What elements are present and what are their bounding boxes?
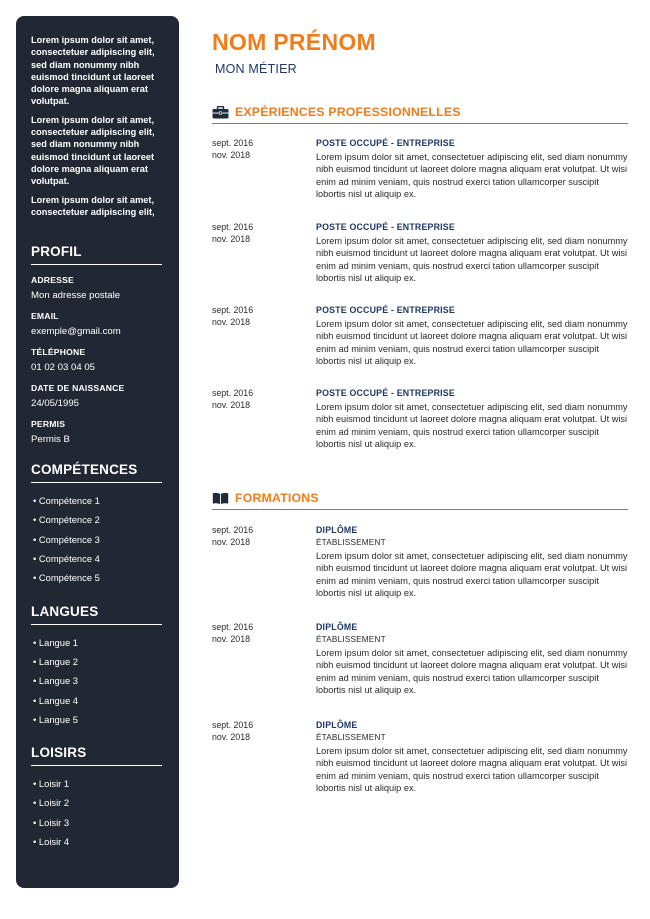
field-value: 24/05/1995 — [31, 398, 80, 410]
langues-title: LANGUES — [31, 604, 162, 625]
date-end: nov. 2018 — [212, 150, 250, 160]
candidate-name: NOM PRÉNOM — [212, 29, 376, 55]
field-value: 01 02 03 04 05 — [31, 362, 96, 374]
date-end: nov. 2018 — [212, 400, 250, 410]
intro-text — [31, 34, 164, 218]
entry-dates — [212, 621, 302, 645]
briefcase-icon — [212, 106, 229, 119]
entry-title: DIPLÔME — [316, 525, 358, 535]
date-end: nov. 2018 — [212, 634, 250, 644]
entry-content — [316, 387, 628, 451]
date-start: sept. 2016 — [212, 138, 254, 148]
formations-title: FORMATIONS — [235, 491, 319, 505]
job-title: MON MÉTIER — [215, 62, 297, 76]
entry-content — [316, 524, 628, 600]
field-adresse — [31, 275, 164, 301]
date-start: sept. 2016 — [212, 525, 254, 535]
date-start: sept. 2016 — [212, 222, 254, 232]
entry-dates — [212, 524, 302, 548]
entry-title: DIPLÔME — [316, 720, 358, 730]
entry-content — [316, 221, 628, 285]
list-item: • Langue 4 — [31, 695, 164, 714]
intro-paragraph: Lorem ipsum dolor sit amet, consectetuer adipiscing elit, sed diam nonummy nibh euismod tincidunt ut laoreet dolore magna aliquam erat volutpat. — [31, 114, 155, 187]
book-icon — [212, 492, 229, 505]
entry-dates — [212, 137, 302, 161]
entry-description: Lorem ipsum dolor sit amet, consectetuer adipiscing elit, sed diam nonummy nibh euismod tincidunt ut laoreet dolore magna aliquam erat volutpat. Ut wisi enim ad minim veniam, quis nostrud exerci tation ullamcorper suscipit lobortis nisl ut aliquip ex. — [316, 551, 628, 599]
list-item: • Loisir 4 — [31, 836, 164, 855]
field-label: ADRESSE — [31, 275, 74, 286]
entry-title: DIPLÔME — [316, 622, 358, 632]
list-item: • Compétence 1 — [31, 495, 164, 514]
list-item: • Langue 1 — [31, 637, 164, 656]
entry-content — [316, 719, 628, 795]
entry-content — [316, 304, 628, 368]
profil-section — [31, 244, 164, 445]
list-item: • Compétence 4 — [31, 553, 164, 572]
entry-content — [316, 137, 628, 201]
competences-title: COMPÉTENCES — [31, 462, 162, 483]
list-item: • Langue 3 — [31, 675, 164, 694]
entry-description: Lorem ipsum dolor sit amet, consectetuer adipiscing elit, sed diam nonummy nibh euismod tincidunt ut laoreet dolore magna aliquam erat volutpat. Ut wisi enim ad minim veniam, quis nostrud exerci tation ullamcorper suscipit lobortis nisl ut aliquip ex. — [316, 648, 628, 696]
field-label: EMAIL — [31, 311, 59, 322]
entry-description: Lorem ipsum dolor sit amet, consectetuer adipiscing elit, sed diam nonummy nibh euismod tincidunt ut laoreet dolore magna aliquam erat volutpat. Ut wisi enim ad minim veniam, quis nostrud exerci tation ullamcorper suscipit lobortis nisl ut aliquip ex. — [316, 236, 628, 284]
field-label: TÉLÉPHONE — [31, 347, 86, 358]
sidebar — [16, 16, 179, 888]
entry-dates — [212, 719, 302, 743]
field-value: Permis B — [31, 434, 70, 446]
entry-description: Lorem ipsum dolor sit amet, consectetuer adipiscing elit, sed diam nonummy nibh euismod tincidunt ut laoreet dolore magna aliquam erat volutpat. Ut wisi enim ad minim veniam, quis nostrud exerci tation ullamcorper suscipit lobortis nisl ut aliquip ex. — [316, 402, 628, 450]
field-date-naissance — [31, 383, 164, 409]
date-end: nov. 2018 — [212, 732, 250, 742]
entry-dates — [212, 387, 302, 411]
entry-description: Lorem ipsum dolor sit amet, consectetuer adipiscing elit, sed diam nonummy nibh euismod tincidunt ut laoreet dolore magna aliquam erat volutpat. Ut wisi enim ad minim veniam, quis nostrud exerci tation ullamcorper suscipit lobortis nisl ut aliquip ex. — [316, 746, 628, 794]
field-permis — [31, 419, 164, 445]
experiences-header — [212, 105, 628, 124]
field-label: PERMIS — [31, 419, 66, 430]
list-item: • Compétence 3 — [31, 534, 164, 553]
intro-paragraph: Lorem ipsum dolor sit amet, consectetuer adipiscing elit, — [31, 194, 155, 217]
field-label: DATE DE NAISSANCE — [31, 383, 125, 394]
list-item: • Langue 2 — [31, 656, 164, 675]
entry-description: Lorem ipsum dolor sit amet, consectetuer adipiscing elit, sed diam nonummy nibh euismod tincidunt ut laoreet dolore magna aliquam erat volutpat. Ut wisi enim ad minim veniam, quis nostrud exerci tation ullamcorper suscipit lobortis nisl ut aliquip ex. — [316, 319, 628, 367]
field-value: exemple@gmail.com — [31, 326, 121, 338]
entry-title: POSTE OCCUPÉ - ENTREPRISE — [316, 222, 455, 232]
langues-section — [31, 604, 164, 733]
langues-list — [31, 637, 164, 733]
entry-school: ÉTABLISSEMENT — [316, 538, 386, 547]
profil-title: PROFIL — [31, 244, 162, 265]
loisirs-title: LOISIRS — [31, 745, 162, 766]
loisirs-section — [31, 745, 164, 855]
list-item: • Loisir 3 — [31, 817, 164, 836]
entry-dates — [212, 304, 302, 328]
field-value: Mon adresse postale — [31, 290, 121, 302]
entry-title: POSTE OCCUPÉ - ENTREPRISE — [316, 138, 455, 148]
date-start: sept. 2016 — [212, 622, 254, 632]
date-end: nov. 2018 — [212, 317, 250, 327]
list-item: • Loisir 2 — [31, 797, 164, 816]
entry-school: ÉTABLISSEMENT — [316, 635, 386, 644]
date-start: sept. 2016 — [212, 388, 254, 398]
field-email — [31, 311, 164, 337]
entry-dates — [212, 221, 302, 245]
entry-content — [316, 621, 628, 697]
entry-school: ÉTABLISSEMENT — [316, 733, 386, 742]
intro-paragraph: Lorem ipsum dolor sit amet, consectetuer adipiscing elit, sed diam nonummy nibh euismod tincidunt ut laoreet dolore magna aliquam erat volutpat. — [31, 35, 155, 107]
competences-section — [31, 462, 164, 591]
list-item: • Loisir 1 — [31, 778, 164, 797]
field-telephone — [31, 347, 164, 373]
date-end: nov. 2018 — [212, 537, 250, 547]
entry-title: POSTE OCCUPÉ - ENTREPRISE — [316, 305, 455, 315]
formations-header — [212, 491, 628, 510]
entry-title: POSTE OCCUPÉ - ENTREPRISE — [316, 388, 455, 398]
date-start: sept. 2016 — [212, 720, 254, 730]
experiences-title: EXPÉRIENCES PROFESSIONNELLES — [235, 105, 461, 119]
date-end: nov. 2018 — [212, 234, 250, 244]
competences-list — [31, 495, 164, 591]
entry-description: Lorem ipsum dolor sit amet, consectetuer adipiscing elit, sed diam nonummy nibh euismod tincidunt ut laoreet dolore magna aliquam erat volutpat. Ut wisi enim ad minim veniam, quis nostrud exerci tation ullamcorper suscipit lobortis nisl ut aliquip ex. — [316, 152, 628, 200]
date-start: sept. 2016 — [212, 305, 254, 315]
list-item: • Compétence 5 — [31, 572, 164, 591]
list-item: • Compétence 2 — [31, 514, 164, 533]
loisirs-list — [31, 778, 164, 855]
list-item: • Langue 5 — [31, 714, 164, 733]
